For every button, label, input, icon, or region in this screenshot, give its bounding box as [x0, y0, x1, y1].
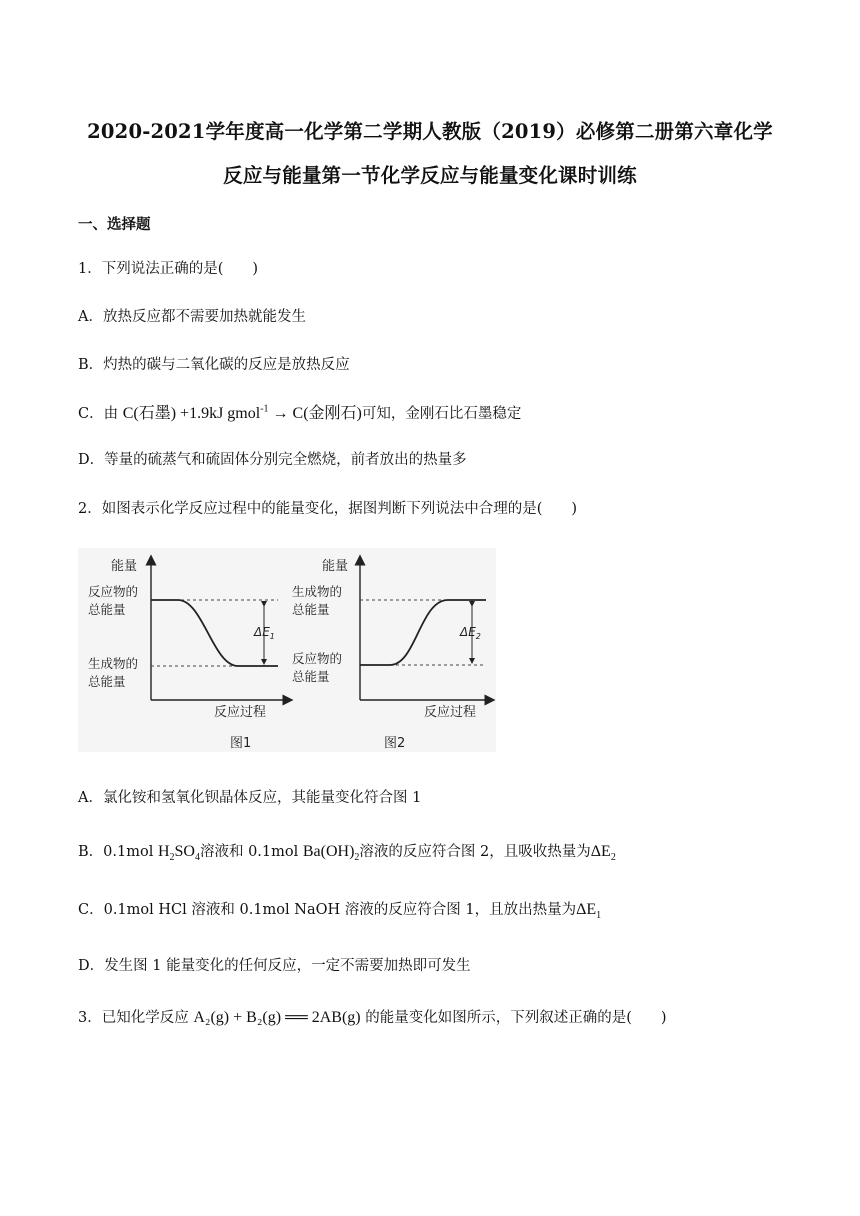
figure-2-reactant-label-2: 总能量 [292, 669, 330, 684]
question-2-option-d: D．发生图 1 能量变化的任何反应，一定不需要加热即可发生 [78, 958, 471, 974]
title-line-1: 2020-2021学年度高一化学第二学期人教版（2019）必修第二册第六章化学 [87, 120, 773, 143]
figure-1-product-label-1: 生成物的 [88, 656, 139, 671]
figure-2-caption: 图2 [384, 736, 406, 751]
question-1-stem: 1．下列说法正确的是( ) [78, 261, 259, 277]
figure-2-panel [292, 558, 490, 751]
delta-e1: $\Delta E_1$ [576, 901, 602, 922]
energy-diagram-figure [78, 548, 496, 752]
figure-1-product-label-2: 总能量 [88, 674, 126, 689]
figure-1-reactant-label-1: 反应物的 [88, 584, 139, 599]
option-c-suffix: 可知，金刚石比石墨稳定 [361, 406, 522, 422]
figure-2-energy-label: 能量 [322, 559, 349, 574]
figure-2-reactant-label-1: 反应物的 [292, 651, 343, 666]
figure-1-panel [88, 558, 288, 751]
figure-1-energy-label: 能量 [111, 559, 138, 574]
question-1-option-d: D．等量的硫蒸气和硫固体分别完全燃烧，前者放出的热量多 [78, 452, 467, 468]
question-1-option-b: B．灼热的碳与二氧化碳的反应是放热反应 [78, 357, 350, 373]
baoh2-formula: $Ba(OH)_2$ [302, 843, 360, 864]
figure-2-process-label: 反应过程 [424, 705, 477, 720]
question-3-stem: 3．已知化学反应 A₂(g) + B₂(g) ══ 2AB(g) 的能量变化如图所示，下列叙述正确的是( ) [78, 1009, 667, 1026]
figure-1-process-label: 反应过程 [214, 705, 267, 720]
graphite-formula: C(石墨) +1.9kJ gmol$^{-1}$ → C(金刚石) [122, 403, 362, 422]
figure-2-product-label-2: 总能量 [292, 602, 330, 617]
question-2-option-a: A．氯化铵和氢氧化钡晶体反应，其能量变化符合图 1 [78, 790, 422, 806]
h2so4-formula: $H_2SO_4$ [157, 843, 200, 864]
figure-2-delta-label: $\Delta E_2$ [460, 625, 481, 641]
figure-1-caption: 图1 [230, 736, 252, 751]
question-2-stem: 2．如图表示化学反应过程中的能量变化，据图判断下列说法中合理的是( ) [78, 501, 578, 517]
option-c-prefix: C．由 [78, 406, 119, 422]
question-2-option-c: C．0.1mol HCl 溶液和 0.1mol NaOH 溶液的反应符合图 1，且放出热量为$\Delta E_1$ [78, 901, 602, 922]
reaction-formula: A₂(g) + B₂(g) ══ 2AB(g) [193, 1009, 361, 1026]
question-1-option-a: A．放热反应都不需要加热就能发生 [78, 309, 306, 325]
figure-1-reactant-label-2: 总能量 [88, 602, 126, 617]
title-line-2: 反应与能量第一节化学反应与能量变化课时训练 [223, 164, 637, 187]
figure-1-delta-label: $\Delta E_1$ [254, 625, 275, 641]
question-1-option-c [78, 400, 521, 423]
section-heading: 一、选择题 [78, 216, 151, 233]
question-2-option-b: B．0.1mol $H_2SO_4$溶液和 0.1mol $Ba(OH)_2$溶液的反应符合图 2，且吸收热量为$\Delta E_2$ [78, 843, 616, 864]
figure-2-product-label-1: 生成物的 [292, 584, 343, 599]
delta-e2: $\Delta E_2$ [590, 843, 616, 864]
